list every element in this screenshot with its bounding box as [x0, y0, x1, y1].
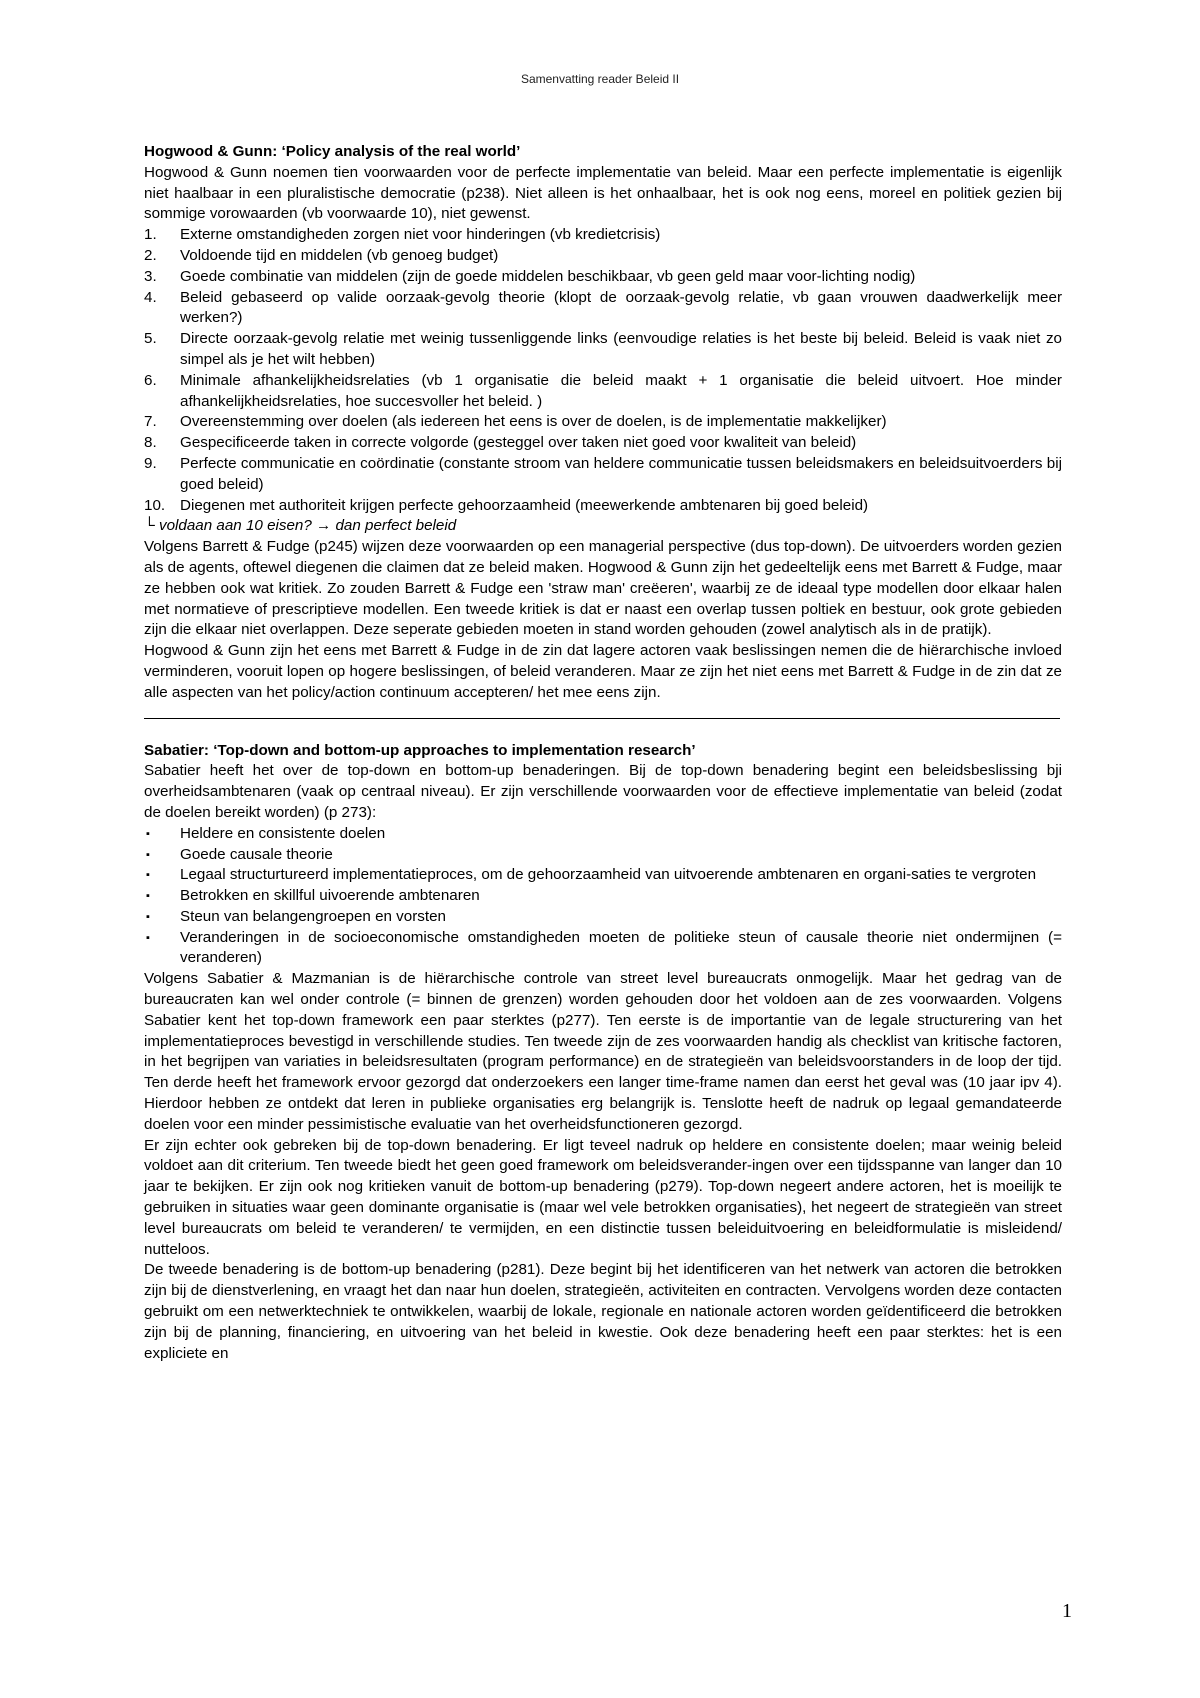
list-item	[144, 371, 1062, 413]
document-body	[144, 142, 1062, 1364]
list-item	[144, 824, 1062, 845]
page-number: 1	[1062, 1600, 1072, 1622]
list-item	[144, 246, 1062, 267]
section-divider	[144, 718, 1060, 719]
list-item-text: Beleid gebaseerd op valide oorzaak-gevolg theorie (klopt de oorzaak-gevolg relatie, vb gaan vrouwen daadwerkelijk meer werken?)	[180, 288, 1062, 327]
list-item-text: Voldoende tijd en middelen (vb genoeg budget)	[180, 246, 499, 264]
list-item	[144, 225, 1062, 246]
list-item-text: Overeenstemming over doelen (als iedereen het eens is over de doelen, is de implementatie makkelijker)	[180, 413, 887, 431]
list-item-text: Gespecificeerde taken in correcte volgorde (gesteggel over taken niet goed voor kwaliteit van beleid)	[180, 434, 857, 452]
list-item	[144, 865, 1062, 886]
list-number: 3.	[144, 267, 157, 285]
paragraph: Hogwood & Gunn noemen tien voorwaarden voor de perfecte implementatie van beleid. Maar een perfecte implementatie is eigenlijk niet haalbaar in een pluralistische democratie (p238). Niet alleen is het onhaalbaar, het is ook nog eens, moreel en politiek gezien bij sommige vorowaarden (vb voorwaarde 10), niet gewenst.	[144, 163, 1062, 223]
list-item	[144, 288, 1062, 330]
section-title-sabatier: Sabatier: ‘Top-down and bottom-up approaches to implementation research’	[144, 741, 696, 759]
running-header: Samenvatting reader Beleid II	[520, 72, 680, 86]
bullet-icon: ▪	[146, 848, 150, 861]
list-item	[144, 267, 1062, 288]
list-item-text: Goede combinatie van middelen (zijn de goede middelen beschikbaar, vb geen geld maar voor-lichting nodig)	[180, 267, 916, 285]
conditions-list	[144, 225, 1062, 516]
list-item-text: Diegenen met authoriteit krijgen perfecte gehoorzaamheid (meewerkende ambtenaren bij goed beleid)	[180, 496, 869, 514]
conclusion-note: └ voldaan aan 10 eisen? → dan perfect beleid	[144, 517, 457, 535]
list-item-text: Steun van belangengroepen en vorsten	[180, 907, 446, 925]
list-number: 9.	[144, 454, 157, 472]
bullet-icon: ▪	[146, 827, 150, 840]
list-item	[144, 412, 1062, 433]
list-number: 5.	[144, 330, 157, 348]
paragraph: De tweede benadering is de bottom-up benadering (p281). Deze begint bij het identificeren van het netwerk van actoren die betrokken zijn bij de dienstverlening, en vraagt het dan naar hun doelen, strategieën, activiteiten en contracten. Vervolgens worden deze contacten gebruikt om een netwerktechniek te ontwikkelen, waarbij de lokale, regionale en nationale actoren worden geïdentificeerd die betrokken zijn bij de planning, financiering, en uitvoering van het beleid in kwestie. Ook deze benadering heeft een paar sterktes: het is een expliciete en	[144, 1261, 1062, 1362]
list-item-text: Legaal structurtureerd implementatieproces, om de gehoorzaamheid van uitvoerende ambtenaren en organi-saties te vergroten	[180, 866, 1037, 884]
list-number: 4.	[144, 288, 157, 306]
list-number: 10.	[144, 496, 166, 514]
bullet-list	[144, 824, 1062, 970]
paragraph: Er zijn echter ook gebreken bij de top-down benadering. Er ligt teveel nadruk op heldere en consistente doelen; maar weinig beleid voldoet aan dit criterium. Ten tweede biedt het geen goed framework om beleidsverander-ingen over een tijdsspanne van langer dan 10 jaar te bekijken. Er zijn ook nog kritieken vanuit de bottom-up benadering (p279). Top-down negeert andere actoren, het is moeilijk te gebruiken in situaties waar geen dominante organisatie is (maar wel vele betrokken organisaties), het negeert de strategieën van street level bureaucrats om beleid te veranderen/ te vermijden, en een distinctie tussen beleiduitvoering en beleidformulatie is misleidend/ nutteloos.	[144, 1136, 1062, 1258]
list-item	[144, 886, 1062, 907]
list-item-text: Veranderingen in de socioeconomische omstandigheden moeten de politieke steun of causale theorie niet ondermijnen (= veranderen)	[180, 928, 1062, 967]
list-number: 6.	[144, 371, 157, 389]
list-number: 7.	[144, 413, 157, 431]
bullet-icon: ▪	[146, 931, 150, 944]
list-number: 1.	[144, 226, 157, 244]
list-item	[144, 907, 1062, 928]
list-item-text: Heldere en consistente doelen	[180, 824, 386, 842]
list-item	[144, 845, 1062, 866]
paragraph: Volgens Sabatier & Mazmanian is de hiërarchische controle van street level bureaucrats onmogelijk. Maar het gedrag van de bureaucraten kan wel onder controle (= binnen de grenzen) worden gehouden door het voldoen aan de zes voorwaarden. Volgens Sabatier kent het top-down framework een paar sterktes (p277). Ten eerste is de importantie van de legale structurering van het implementatieproces bevestigd in verschillende studies. Ten tweede zijn de zes voorwaarden handig als checklist van kritische factoren, in het begrijpen van variaties in beleidsresultaten (program performance) en de strategieën van beleidsvoorstanders in de loop der tijd. Ten derde heeft het framework ervoor gezorgd dat onderzoekers een langer time-frame namen dan eerst het geval was (10 jaar ipv 4). Hierdoor hebben ze ontdekt dat leren in publieke organisaties erg belangrijk is. Tenslotte heeft de nadruk op legaal gemandateerde doelen voor een minder pessimistische evaluatie van het overheidsfunctioneren gezorgd.	[144, 970, 1062, 1133]
list-item	[144, 433, 1062, 454]
paragraph: Hogwood & Gunn zijn het eens met Barrett & Fudge in de zin dat lagere actoren vaak beslissingen nemen die de hiërarchische invloed verminderen, vooruit lopen op hogere beslissingen, of beleid veranderen. Maar ze zijn het niet eens met Barrett & Fudge in de zin dat ze alle aspecten van het policy/action continuum accepteren/ het mee eens zijn.	[144, 642, 1062, 701]
section-title-hogwood-gunn: Hogwood & Gunn: ‘Policy analysis of the real world’	[144, 143, 521, 160]
bullet-icon: ▪	[146, 869, 150, 882]
list-item-text: Externe omstandigheden zorgen niet voor hinderingen (vb kredietcrisis)	[180, 226, 661, 244]
list-item-text: Minimale afhankelijkheidsrelaties (vb 1 organisatie die beleid maakt + 1 organisatie die beleid uitvoert. Hoe minder afhankelijkheidsrelaties, hoe succesvoller het beleid. )	[180, 371, 1062, 410]
list-item	[144, 496, 1062, 517]
list-item-text: Betrokken en skillful uivoerende ambtenaren	[180, 887, 480, 905]
list-number: 2.	[144, 246, 157, 264]
paragraph: Sabatier heeft het over de top-down en bottom-up benaderingen. Bij de top-down benadering begint een beleidsbeslissing bji overheidsambtenaren (vaak op centraal niveau). Er zijn verschillende voorwaarden voor de effectieve implementatie van beleid (zodat de doelen bereikt worden) (p 273):	[144, 762, 1062, 821]
paragraph: Volgens Barrett & Fudge (p245) wijzen deze voorwaarden op een managerial perspective (dus top-down). De uitvoerders worden gezien als de agents, oftewel diegenen die claimen dat ze beleid maken. Hogwood & Gunn zijn het gedeeltelijk eens met Barrett & Fudge, maar ze hebben ook wat kritiek. Zo zouden Barrett & Fudge een 'straw man' creëeren', waarbij ze de ideaal type modellen door elkaar halen met normatieve of prescriptieve modellen. Een tweede kritiek is dat er naast een overlap tussen poltiek en bestuur, ook grote gebieden zijn die elkaar niet overlappen. Deze seperate gebieden moeten in stand worden gehouden (zowel analytisch als in de pratijk).	[144, 538, 1062, 639]
bullet-icon: ▪	[146, 890, 150, 903]
list-item-text: Directe oorzaak-gevolg relatie met weinig tussenliggende links (eenvoudige relaties is het beste bij beleid. Beleid is vaak niet zo simpel als je het wilt hebben)	[180, 330, 1062, 368]
list-item-text: Perfecte communicatie en coördinatie (constante stroom van heldere communicatie tussen beleidsmakers en beleidsuitvoerders bij goed beleid)	[180, 454, 1062, 493]
list-item-text: Goede causale theorie	[180, 845, 333, 863]
list-item	[144, 454, 1062, 496]
list-item	[144, 329, 1062, 371]
list-number: 8.	[144, 434, 157, 452]
list-item	[144, 928, 1062, 970]
bullet-icon: ▪	[146, 910, 150, 923]
